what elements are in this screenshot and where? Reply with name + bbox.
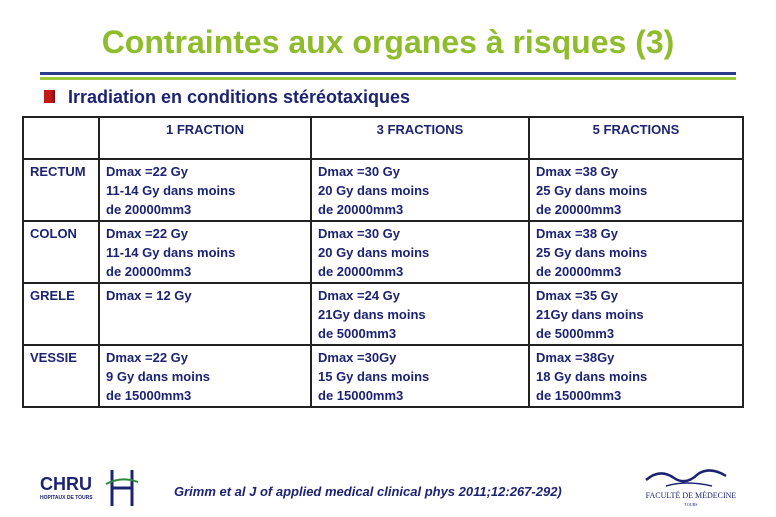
constraint-line: de 5000mm3: [536, 326, 615, 341]
constraint-line: Dmax =38 Gy: [536, 226, 619, 241]
constraint-line: 21Gy dans moins: [318, 307, 426, 322]
table-header-row: [23, 117, 743, 159]
table-row: [23, 221, 743, 283]
constraint-line: Dmax =38 Gy: [536, 164, 619, 179]
slide-subtitle: Irradiation en conditions stéréotaxiques: [68, 87, 411, 107]
constraint-cell: [529, 345, 743, 407]
constraint-line: de 20000mm3: [106, 264, 192, 279]
constraint-line: Dmax =30 Gy: [318, 164, 401, 179]
constraint-cell: [529, 221, 743, 283]
organ-label: RECTUM: [23, 159, 99, 221]
header-cell-empty: [23, 117, 99, 159]
constraint-cell: [99, 283, 311, 345]
constraint-line: Dmax = 12 Gy: [106, 288, 192, 303]
constraint-line: 20 Gy dans moins: [318, 183, 430, 198]
constraint-line: Dmax =22 Gy: [106, 350, 189, 365]
constraint-cell: [311, 283, 529, 345]
constraint-line: Dmax =38Gy: [536, 350, 615, 365]
constraint-line: de 15000mm3: [536, 388, 622, 403]
constraint-cell: [311, 221, 529, 283]
constraint-line: Dmax =35 Gy: [536, 288, 619, 303]
table-row: [23, 159, 743, 221]
organ-label: VESSIE: [23, 345, 99, 407]
constraint-cell: [529, 283, 743, 345]
divider-green: [40, 77, 736, 80]
constraint-line: de 20000mm3: [106, 202, 192, 217]
constraint-line: de 20000mm3: [536, 264, 622, 279]
constraint-line: de 20000mm3: [318, 202, 404, 217]
header-cell-5-fractions: 5 FRACTIONS: [529, 117, 743, 159]
header-cell-3-fractions: 3 FRACTIONS: [311, 117, 529, 159]
table-row: [23, 345, 743, 407]
constraint-line: Dmax =22 Gy: [106, 164, 189, 179]
constraint-line: Dmax =30Gy: [318, 350, 397, 365]
organ-label: GRELE: [23, 283, 99, 345]
slide-title: Contraintes aux organes à risques (3): [101, 24, 675, 60]
constraint-line: Dmax =30 Gy: [318, 226, 401, 241]
chru-logo-text: CHRU: [40, 474, 92, 494]
constraint-cell: [311, 345, 529, 407]
constraint-line: Dmax =24 Gy: [318, 288, 401, 303]
constraint-line: 20 Gy dans moins: [318, 245, 430, 260]
faculte-logo: [636, 466, 746, 510]
constraint-line: 21Gy dans moins: [536, 307, 644, 322]
reference-citation: Grimm et al J of applied medical clinical phys 2011;12:267-292): [174, 484, 562, 499]
constraint-line: 25 Gy dans moins: [536, 183, 648, 198]
constraint-cell: [99, 221, 311, 283]
constraint-cell: [311, 159, 529, 221]
constraint-cell: [99, 159, 311, 221]
constraint-line: de 20000mm3: [318, 264, 404, 279]
faculte-logo-subtext: TOURS: [684, 502, 698, 507]
constraint-line: de 20000mm3: [536, 202, 622, 217]
header-cell-1-fraction: 1 FRACTION: [99, 117, 311, 159]
constraint-line: de 5000mm3: [318, 326, 397, 341]
chru-logo-subtext: HOPITAUX DE TOURS: [40, 495, 93, 501]
constraint-line: 18 Gy dans moins: [536, 369, 648, 384]
constraint-line: 9 Gy dans moins: [106, 369, 211, 384]
faculte-logo-text: FACULTÉ DE MÉDECINE: [645, 491, 737, 500]
constraint-line: Dmax =22 Gy: [106, 226, 189, 241]
constraint-line: de 15000mm3: [318, 388, 404, 403]
constraint-line: 15 Gy dans moins: [318, 369, 430, 384]
constraint-line: 25 Gy dans moins: [536, 245, 648, 260]
bullet-square-icon: [44, 90, 55, 103]
constraint-cell: [99, 345, 311, 407]
divider-blue: [40, 72, 736, 75]
constraint-line: 11-14 Gy dans moins: [106, 183, 236, 198]
table-row: [23, 283, 743, 345]
organ-label: COLON: [23, 221, 99, 283]
constraints-table: [22, 116, 744, 408]
constraint-line: 11-14 Gy dans moins: [106, 245, 236, 260]
chru-logo: [40, 466, 152, 510]
constraint-cell: [529, 159, 743, 221]
constraint-line: de 15000mm3: [106, 388, 192, 403]
